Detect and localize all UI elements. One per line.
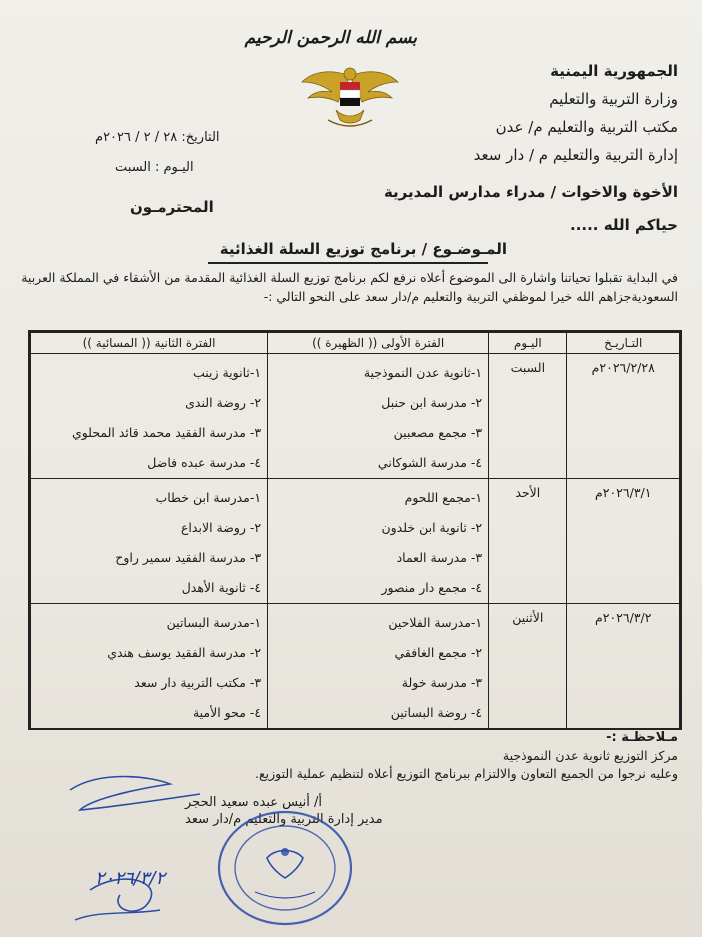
greeting: حياكم الله .....: [570, 216, 678, 234]
list-item: ١-ثانوية زينب: [192, 365, 262, 380]
signatory-title: مدير إدارة التربية والتعليم م/دار سعد: [185, 812, 383, 827]
table-header-row: [31, 333, 680, 354]
addressee: الأخوة والاخوات / مدراء مدارس المديرية: [383, 183, 678, 201]
row-day: السبت: [489, 354, 567, 479]
header-department: إدارة التربية والتعليم م / دار سعد: [473, 146, 678, 164]
header-first-period: الفترة الأولى (( الظهيرة )): [268, 333, 489, 354]
notes-cooperation-request: وعليه نرجوا من الجميع التعاون والالتزام ببرنامج التوزيع أعلاه لتنظيم عملية التوزيع.: [255, 766, 678, 781]
official-stamp-icon: [215, 808, 355, 928]
subject-line: المـوضـوع / برنامج توزيع السلة الغذائية: [219, 240, 507, 258]
list-item: ٣- مدرسة الفقيد سمير راوح: [115, 550, 262, 565]
table-row: [31, 354, 680, 479]
list-item: ٤- مدرسة عبده فاضل: [147, 455, 262, 470]
row-date: ٢٠٢٦/٢/٢٨م: [567, 354, 680, 479]
header-country: الجمهورية اليمنية: [550, 62, 678, 80]
list-item: ١-مجمع اللحوم: [404, 490, 483, 505]
list-item: ٤- مجمع دار منصور: [381, 580, 483, 595]
table-row: [31, 604, 680, 729]
list-item: ٤- روضة البساتين: [390, 705, 483, 720]
row-first-period: [268, 354, 489, 479]
header-date: التـاريـخ: [567, 333, 680, 354]
list-item: ٢- روضة الابداع: [180, 520, 262, 535]
header-ministry: وزارة التربية والتعليم: [549, 90, 678, 108]
header-day: اليـوم: [489, 333, 567, 354]
list-item: ٣- مجمع مصعبين: [393, 425, 483, 440]
list-item: ١-مدرسة البساتين: [166, 615, 262, 630]
schedule-grid: [30, 332, 680, 729]
letter-date: التاريخ: ٢٨ / ٢ / ٢٠٢٦م: [95, 130, 220, 145]
row-first-period: [268, 479, 489, 604]
list-item: ٤- محو الأمية: [192, 705, 262, 720]
list-item: ٣- مكتب التربية دار سعد: [134, 675, 262, 690]
list-item: ١-مدرسة الفلاحين: [388, 615, 483, 630]
list-item: ٢- مدرسة ابن حنبل: [381, 395, 483, 410]
row-date: ٢٠٢٦/٣/١م: [567, 479, 680, 604]
row-second-period: [31, 604, 268, 729]
header-office: مكتب التربية والتعليم م/ عدن: [495, 118, 678, 136]
handwritten-date: ٢٠٢٦/٣/٢: [95, 868, 166, 889]
list-item: ٢- مدرسة الفقيد يوسف هندي: [107, 645, 262, 660]
respect-title: المحترمـون: [130, 198, 214, 216]
table-row: [31, 479, 680, 604]
row-first-period: [268, 604, 489, 729]
row-day: الأحد: [489, 479, 567, 604]
subject-underline: [208, 262, 488, 264]
basmala-calligraphy: بسم الله الرحمن الرحيم: [244, 28, 417, 48]
distribution-schedule-table: [28, 330, 682, 730]
yemen-eagle-emblem-icon: [300, 62, 400, 132]
header-second-period: الفترة الثانية (( المسائية )): [31, 333, 268, 354]
list-item: ٤- ثانوية الأهدل: [181, 580, 262, 595]
intro-paragraph: في البداية تقبلوا تحياتنا واشارة الى الموضوع أعلاه نرفع لكم برنامج توزيع السلة الغذائية المقدمة من الأشقاء في المملكة العربية السعوديةجزاهم الله خيرا لموظفي التربية والتعليم م/دار سعد على النحو التالي :-: [21, 270, 678, 304]
notes-heading: مـلاحظـة :-: [606, 730, 678, 745]
list-item: ٣- مدرسة الفقيد محمد قائد المحلوي: [71, 425, 262, 440]
list-item: ٢- ثانوية ابن خلدون: [381, 520, 483, 535]
list-item: ١-مدرسة ابن خطاب: [155, 490, 262, 505]
list-item: ٣- مدرسة العماد: [396, 550, 483, 565]
list-item: ٤- مدرسة الشوكاني: [377, 455, 483, 470]
list-item: ٣- مدرسة خولة: [401, 675, 483, 690]
list-item: ١-ثانوية عدن النموذجية: [363, 365, 483, 380]
list-item: ٢- مجمع الغافقي: [394, 645, 483, 660]
notes-distribution-center: مركز التوزيع ثانوية عدن النموذجية: [502, 748, 678, 763]
row-second-period: [31, 479, 268, 604]
list-item: ٢- روضة الندى: [185, 395, 262, 410]
row-day: الأثنين: [489, 604, 567, 729]
letter-day: اليـوم : السبت: [115, 160, 194, 175]
row-date: ٢٠٢٦/٣/٢م: [567, 604, 680, 729]
signatory-name: أ/ أنيس عبده سعيد الحجر: [185, 795, 323, 810]
row-second-period: [31, 354, 268, 479]
